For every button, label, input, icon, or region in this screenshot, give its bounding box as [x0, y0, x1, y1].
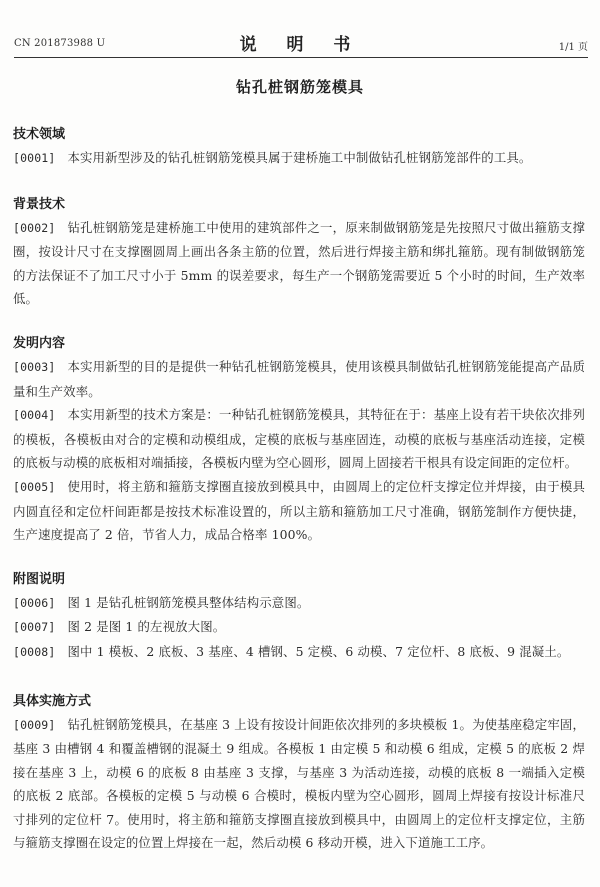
page-header	[14, 30, 588, 56]
paragraph-number: [0006]	[13, 595, 56, 610]
paragraph	[13, 615, 585, 640]
section-heading: 具体实施方式	[13, 693, 92, 709]
paragraph	[13, 591, 585, 616]
paragraph-text: 本实用新型的技术方案是：一种钻孔桩钢筋笼模具，其特征在于：基座上设有若干块依次排列的模板，各模板由对合的定模和动模组成，定模的底板与基座固连，动模的底板与基座活动连接，定模的底板与动模的底板相对端插接，各模板内壁为空心圆形，圆周上固接若干根具有设定间距的定位杆。	[13, 407, 585, 471]
paragraph	[13, 216, 585, 311]
paragraph-text: 图 1 是钻孔桩钢筋笼模具整体结构示意图。	[67, 594, 310, 610]
paragraph-text: 钻孔桩钢筋笼模具，在基座 3 上设有按设计间距依次排列的多块模板 1。为使基座稳定牢固，基座 3 由槽钢 4 和覆盖槽钢的混凝土 9 组成。各模板 1 由定模 5 和动模 6 组成，定模 5 的底板 2 焊接在基座 3 上，动模 6 的底板 8 由基座 3 支撑，与基座 3 为活动连接，动模的底板 8 一端插入定模的底板 2 底部。各模板的定模 5 与动模 6 合模时，模板内壁为空心圆形，圆周上焊接有按设计标准尺寸排列的定位杆 7。使用时，将主筋和箍筋支撑圈直接放到模具中，由圆周上的定位杆支撑定位，主筋与箍筋支撑圈在设定的位置上焊接在一起，然后动模 6 移动开模，进入下道施工工序。	[13, 716, 585, 851]
paragraph	[13, 713, 585, 856]
paragraph-text: 本实用新型涉及的钻孔桩钢筋笼模具属于建桥施工中制做钻孔桩钢筋笼部件的工具。	[67, 150, 532, 165]
paragraph-text: 本实用新型的目的是提供一种钻孔桩钢筋笼模具，使用该模具制做钻孔桩钢筋笼能提高产品质量和生产效率。	[13, 358, 585, 399]
section-invention-content	[13, 333, 585, 547]
paragraph-number: [0001]	[13, 151, 56, 165]
paragraph	[13, 146, 585, 171]
section-embodiment	[13, 691, 585, 856]
section-heading: 技术领域	[13, 127, 66, 142]
document-type-title: 说 明 书	[239, 35, 363, 55]
paragraph	[13, 640, 585, 665]
section-heading: 附图说明	[13, 571, 66, 587]
paragraph-text: 钻孔桩钢筋笼是建桥施工中使用的建筑部件之一，原来制做钢筋笼是先按照尺寸做出箍筋支撑圈，按设计尺寸在支撑圈圆周上画出各条主筋的位置，然后进行焊接主筋和绑扎箍筋。现有制做钢筋笼的方法保证不了加工尺寸小于 5mm 的误差要求，每生产一个钢筋笼需要近 5 个小时的时间，生产效率低。	[13, 219, 585, 307]
section-heading: 发明内容	[13, 335, 66, 351]
paragraph-number: [0007]	[13, 620, 56, 635]
paragraph-number: [0004]	[13, 408, 56, 423]
document-body	[13, 124, 585, 855]
patent-number: CN 201873988 U	[14, 38, 106, 49]
paragraph	[13, 403, 585, 475]
paragraph-number: [0005]	[13, 479, 56, 494]
paragraph-text: 图 2 是图 1 的左视放大图。	[67, 619, 226, 635]
paragraph-number: [0002]	[13, 220, 56, 235]
paragraph-number: [0008]	[13, 644, 56, 659]
section-drawings-description	[13, 569, 585, 665]
header-divider	[14, 57, 588, 58]
paragraph-number: [0003]	[13, 359, 56, 374]
section-heading: 背景技术	[13, 196, 66, 212]
paragraph	[13, 475, 585, 547]
section-background	[13, 194, 585, 311]
paragraph	[13, 355, 585, 403]
paragraph-text: 图中 1 模板、2 底板、3 基座、4 槽钢、5 定模、6 动模、7 定位杆、8 底板、9 混凝土。	[67, 643, 570, 659]
page-indicator: 1/1 页	[558, 42, 588, 53]
section-technical-field	[13, 124, 585, 171]
document-title: 钻孔桩钢筋笼模具	[235, 78, 364, 96]
paragraph-number: [0009]	[13, 717, 56, 732]
paragraph-text: 使用时，将主筋和箍筋支撑圈直接放到模具中，由圆周上的定位杆支撑定位并焊接，由于模具内圆直径和定位杆间距都是按技术标准设置的，所以主筋和箍筋加工尺寸准确，钢筋笼制作方便快捷，生产速度提高了 2 倍，节省人力，成品合格率 100%。	[13, 478, 585, 543]
